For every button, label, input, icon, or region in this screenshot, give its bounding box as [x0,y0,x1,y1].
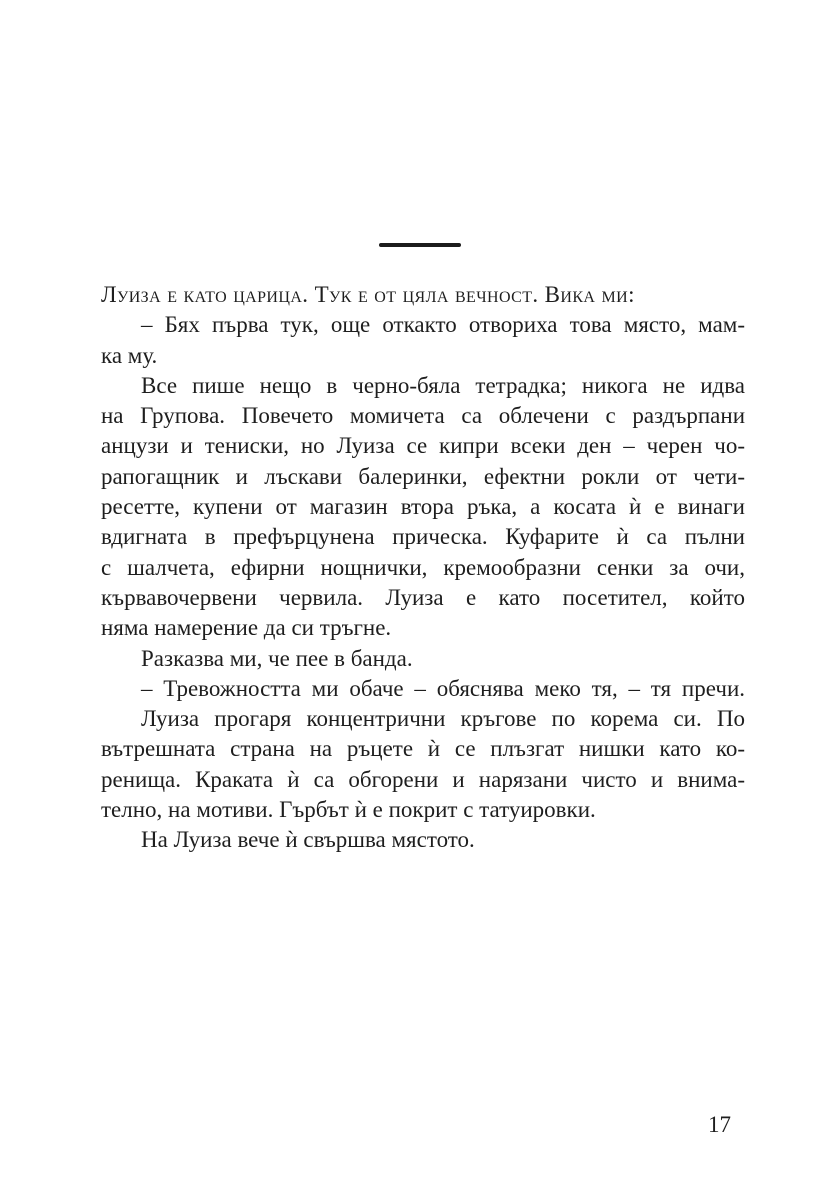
text-line: вътрешната страна на ръцете ѝ се плъзгат нишки като ко- [101,736,745,762]
text-line: кървавочервени червила. Луиза е като посетител, който [101,584,745,610]
text-line: ка му. [101,342,158,368]
text-line: Луиза е като царица. Тук е от цяла вечност. Вика ми: [101,282,635,307]
text-line: телно, на мотиви. Гърбът ѝ е покрит с татуировки. [101,797,596,823]
text-line: Разказва ми, че пее в банда. [141,645,413,671]
text-line: ренища. Краката ѝ са обгорени и нарязани чисто и внима- [101,766,745,792]
text-line: на Групова. Повечето момичета са облечени с раздърпани [101,403,745,429]
text-line: няма намерение да си тръгне. [101,615,392,641]
text-line: анцузи и тениски, но Луиза се кипри всеки ден – черен чо- [101,433,745,459]
text-line: с шалчета, ефирни нощнички, кремообразни сенки за очи, [101,554,745,580]
paragraph-body-3 [101,704,745,825]
text-block [101,280,745,856]
text-line: вдигната в префърцунена прическа. Куфарите ѝ са пълни [101,524,745,550]
section-divider [379,243,461,247]
text-line: – Тревожността ми обаче – обяснява меко тя, – тя пречи. [141,675,745,701]
paragraph-dialogue-1 [101,310,745,371]
text-line: ресетте, купени от магазин втора ръка, а косата ѝ е винаги [101,494,745,520]
text-line: Все пише нещо в черно-бяла тетрадка; никога не идва [141,372,745,398]
text-line: На Луиза вече ѝ свършва мястото. [141,827,475,853]
text-line: рапогащник и лъскави балеринки, ефектни рокли от чети- [101,463,745,489]
text-line: Луиза прогаря концентрични кръгове по корема си. По [141,706,745,732]
paragraph-body-2 [101,644,745,674]
paragraph-body-1 [101,371,745,644]
paragraph-body-4 [101,825,745,855]
paragraph-dialogue-2 [101,674,745,704]
page-number: 17 [708,1112,731,1137]
paragraph-opening [101,280,745,310]
text-line: – Бях първа тук, още откакто отвориха това място, мам- [141,312,745,338]
